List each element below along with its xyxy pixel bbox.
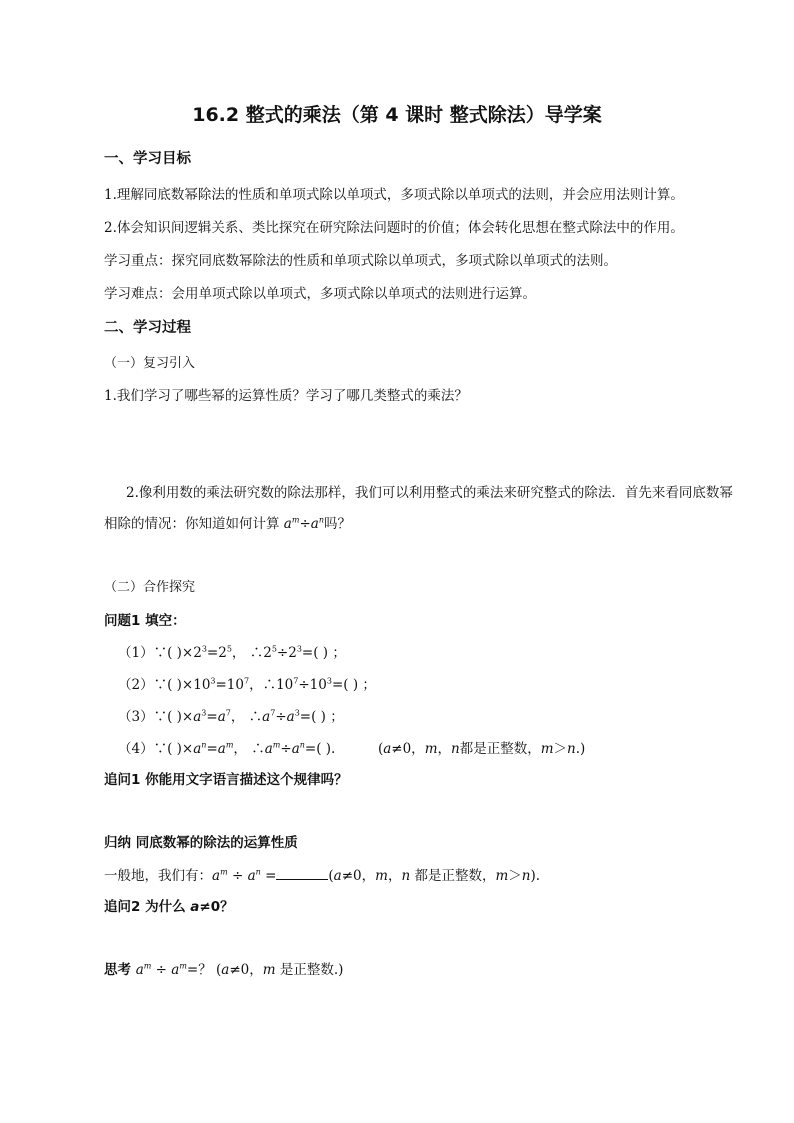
fill-item-3: （3）∵( )$\times a^3=a^7$， $\therefore a^7\div a^3=$( ) ； (118, 708, 344, 725)
difficulty-point: 学习难点：会用单项式除以单项式，多项式除以单项式的法则进行运算。 (104, 286, 536, 302)
section-heading-process: 二、学习过程 (104, 320, 191, 336)
answer-blank[interactable] (276, 867, 328, 880)
review-question-2-line2: 相除的情况：你知道如何计算 $a^m\div a^n$吗？ (104, 515, 351, 532)
fill-item-2: （2）∵( )$\times 10^3=10^7$，$\therefore 10^7\div 10^3=$( ) ； (118, 676, 376, 693)
section-heading-goals: 一、学习目标 (104, 151, 191, 167)
followup-question-2: 追问2 为什么 a≠0？ (104, 899, 234, 915)
review-question-1: 1.我们学习了哪些幂的运算性质？学习了哪几类整式的乘法？ (104, 388, 468, 404)
review-question-2-line1: 2.像利用数的乘法研究数的除法那样，我们可以利用整式的乘法来研究整式的除法．首先来看同底数幂 (126, 485, 733, 501)
think-question: 思考 $a^m \div a^m=$？ (a≠0，m 是正整数.) (104, 961, 344, 978)
document-title: 16.2 整式的乘法（第 4 课时 整式除法）导学案 (192, 104, 602, 126)
focus-point: 学习重点：探究同底数幂除法的性质和单项式除以单项式，多项式除以单项式的法则。 (104, 253, 617, 269)
part-explore-heading: （二）合作探究 (104, 580, 196, 595)
problem-1-heading: 问题1 填空： (104, 613, 186, 629)
fill-item-4: （4）∵( )$\times a^n=a^m$， $\therefore a^m\div a^n=$( ). (a≠0，m，n都是正整数，m＞n.) (118, 740, 586, 757)
fill-item-1: （1）∵( )$\times 2^3=2^5$， $\therefore 2^5\div 2^3=$( ) ； (118, 644, 346, 661)
goal-2: 2.体会知识间逻辑关系、类比探究在研究除法问题时的价值；体会转化思想在整式除法中的作用。 (104, 220, 684, 236)
part-review-heading: （一）复习引入 (104, 356, 196, 371)
general-rule: 一般地，我们有：$a^m \div a^n = (a\ne 0$，m，n 都是正整数，m＞n). (104, 867, 541, 884)
goal-1: 1.理解同底数幂除法的性质和单项式除以单项式，多项式除以单项式的法则，并会应用法则计算。 (104, 187, 684, 203)
followup-question-1: 追问1 你能用文字语言描述这个规律吗？ (104, 772, 348, 788)
summary-heading: 归纳 同底数幂的除法的运算性质 (104, 835, 298, 851)
